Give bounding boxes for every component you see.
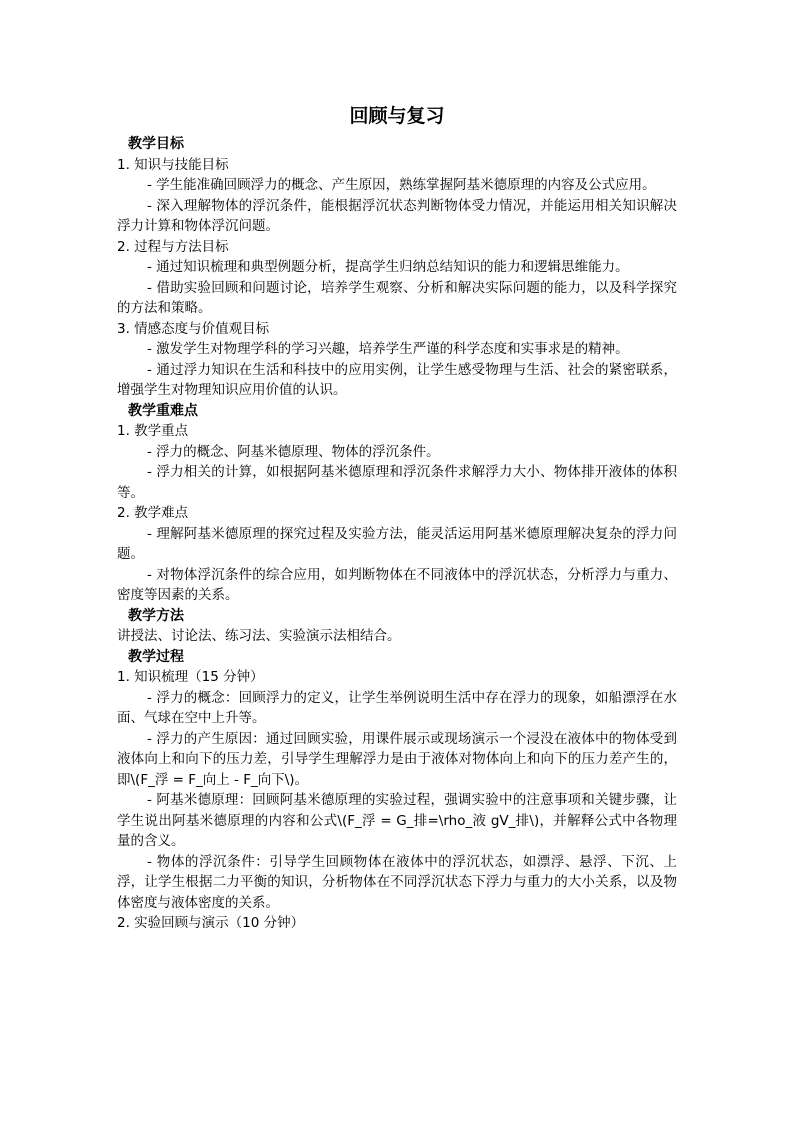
paragraph: - 物体的浮沉条件：引导学生回顾物体在液体中的浮沉状态，如漂浮、悬浮、下沉、上浮，让学生根据二力平衡的知识，分析物体在不同浮沉状态下浮力与重力的大小关系，以及物体密度与液体密度的关系。 [117, 853, 677, 911]
list-item-knowledge-review: 1. 知识梳理（15 分钟） [117, 669, 264, 685]
paragraph: - 通过知识梳理和典型例题分析，提高学生归纳总结知识的能力和逻辑思维能力。 [147, 259, 629, 275]
paragraph: - 激发学生对物理学科的学习兴趣，培养学生严谨的科学态度和实事求是的精神。 [147, 341, 629, 357]
paragraph: - 深入理解物体的浮沉条件，能根据浮沉状态判断物体受力情况，并能运用相关知识解决浮力计算和物体浮沉问题。 [117, 197, 677, 234]
paragraph: - 借助实验回顾和问题讨论，培养学生观察、分析和解决实际问题的能力，以及科学探究的方法和策略。 [117, 279, 677, 316]
section-heading-process: 教学过程 [128, 648, 184, 665]
paragraph: - 对物体浮沉条件的综合应用，如判断物体在不同液体中的浮沉状态，分析浮力与重力、密度等因素的关系。 [117, 566, 677, 603]
paragraph: - 浮力的产生原因：通过回顾实验，用课件展示或现场演示一个浸没在液体中的物体受到液体向上和向下的压力差，引导学生理解浮力是由于液体对物体向上和向下的压力差产生的，即\(F_浮 = F_向上 - F_向下\)。 [117, 730, 677, 788]
paragraph: - 浮力相关的计算，如根据阿基米德原理和浮沉条件求解浮力大小、物体排开液体的体积等。 [117, 464, 677, 501]
section-heading-methods: 教学方法 [128, 607, 184, 624]
page-title: 回顾与复习 [349, 105, 445, 127]
list-item-attitude-goals: 3. 情感态度与价值观目标 [117, 320, 270, 337]
paragraph: - 理解阿基米德原理的探究过程及实验方法，能灵活运用阿基米德原理解决复杂的浮力问题。 [117, 525, 677, 562]
list-item-knowledge-goals: 1. 知识与技能目标 [117, 156, 229, 173]
list-item-key-points: 1. 教学重点 [117, 423, 189, 439]
paragraph: - 浮力的概念：回顾浮力的定义，让学生举例说明生活中存在浮力的现象，如船漂浮在水面、气球在空中上升等。 [117, 689, 677, 726]
document-page [117, 100, 677, 934]
paragraph: - 浮力的概念、阿基米德原理、物体的浮沉条件。 [147, 443, 440, 460]
paragraph: - 阿基米德原理：回顾阿基米德原理的实验过程，强调实验中的注意事项和关键步骤，让学生说出阿基米德原理的内容和公式\(F_浮 = G_排=\rho_液 gV_排\)，并解释公式中各物理量的含义。 [117, 792, 677, 849]
list-item-process-goals: 2. 过程与方法目标 [117, 238, 229, 255]
list-item-experiment-review: 2. 实验回顾与演示（10 分钟） [117, 915, 305, 931]
section-heading-keypoints: 教学重难点 [128, 402, 198, 419]
paragraph: - 通过浮力知识在生活和科技中的应用实例，让学生感受物理与生活、社会的紧密联系，增强学生对物理知识应用价值的认识。 [117, 361, 677, 398]
section-heading-goals: 教学目标 [128, 136, 184, 152]
list-item-difficulties: 2. 教学难点 [117, 505, 189, 521]
paragraph: - 学生能准确回顾浮力的概念、产生原因，熟练掌握阿基米德原理的内容及公式应用。 [147, 177, 656, 193]
paragraph: 讲授法、讨论法、练习法、实验演示法相结合。 [117, 628, 401, 644]
